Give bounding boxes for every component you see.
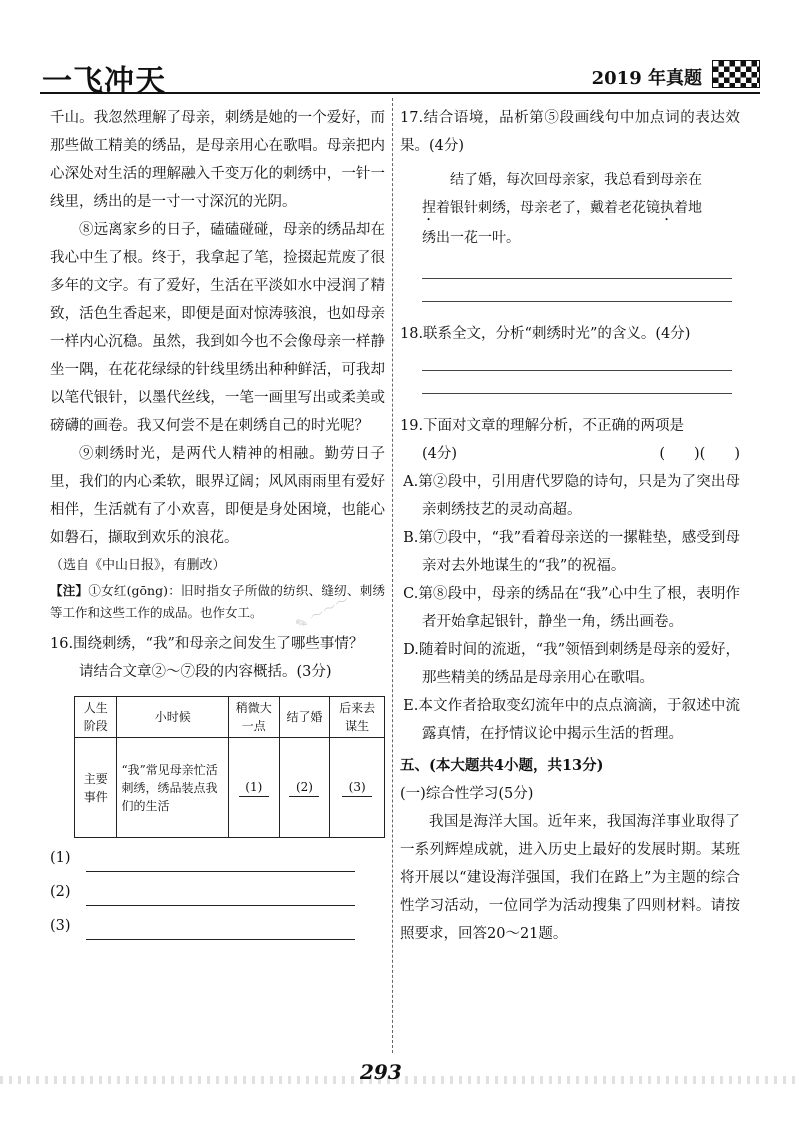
answer-label: (3) (50, 918, 71, 934)
table-cell-blank[interactable] (228, 738, 279, 838)
table-cell-blank[interactable] (330, 738, 385, 838)
option-b: B.第⑦段中，“我”看着母亲送的一摞鞋垫，感受到母亲对去外地谋生的“我”的祝福。 (403, 530, 740, 574)
blank-2: (2) (289, 778, 319, 797)
table-header-cell: 人生阶段 (75, 697, 117, 738)
table-header-cell: 小时候 (117, 697, 228, 738)
header-rule (40, 92, 760, 94)
answer-label: (2) (50, 884, 71, 900)
header-logo: 一飞冲天 (42, 64, 166, 99)
table-row (75, 738, 385, 838)
question-17-quote (422, 166, 740, 252)
left-column (50, 104, 385, 940)
table-row-label: 主要事件 (75, 738, 117, 838)
footnote-label: 【注】 (50, 583, 89, 598)
option-e: E.本文作者拾取变幻流年中的点点滴滴，于叙述中流露真情，在抒情议论中揭示生活的哲理。 (403, 698, 740, 742)
option-d: D.随着时间的流逝，“我”领悟到刺绣是母亲的爱好，那些精美的绣品是母亲用心在歌唱。 (403, 642, 740, 686)
section-5-title: 五、(本大题共4小题，共13分) (400, 757, 604, 774)
header-year-title: 2019 年真题 (591, 68, 702, 89)
option-a: A.第②段中，引用唐代罗隐的诗句，只是为了突出母亲刺绣技艺的灵动高超。 (403, 474, 740, 518)
table-header-cell: 稍微大一点 (228, 697, 279, 738)
answer-line-2[interactable] (50, 878, 385, 906)
answer-line[interactable] (422, 278, 732, 279)
quote-text: 着地 (674, 200, 702, 216)
blank-1: (1) (239, 778, 269, 797)
answer-underline (86, 919, 355, 940)
answer-line[interactable] (422, 301, 732, 302)
quote-text: 着银针刺绣，母亲老了，戴着老花镜 (436, 200, 660, 216)
checker-decoration-icon (712, 60, 760, 88)
quote-line (422, 194, 740, 224)
right-column (400, 104, 740, 948)
table-cell-blank[interactable] (279, 738, 330, 838)
table-header-row (75, 697, 385, 738)
answer-line[interactable] (422, 393, 732, 394)
answer-label: (1) (50, 850, 71, 866)
quote-line: 结了婚，每次回母亲家，我总看到母亲在 (450, 172, 702, 188)
emphasized-word: 捏 (422, 200, 436, 216)
table-header-cell: 后来去谋生 (330, 697, 385, 738)
paragraph-continued: 千山。我忽然理解了母亲，刺绣是她的一个爱好，而那些做工精美的绣品，是母亲用心在歌唱。母亲把内心深处对生活的理解融入千变万化的刺绣中，一针一线里，绣出的是一寸一寸深沉的光阴。 (50, 110, 385, 210)
blank-3: (3) (342, 778, 372, 797)
answer-brackets[interactable]: ( )( ) (659, 446, 740, 462)
question-16-stem: 16.围绕刺绣，“我”和母亲之间发生了哪些事情？ (50, 636, 364, 652)
question-19: 19.下面对文章的理解分析，不正确的两项是 (400, 418, 685, 434)
answer-underline (86, 851, 355, 872)
question-18: 18.联系全文，分析“刺绣时光”的含义。(4分) (400, 326, 691, 342)
answer-line-1[interactable] (50, 844, 385, 872)
quote-line: 绣出一花一叶。 (422, 230, 520, 246)
option-c: C.第⑧段中，母亲的绣品在“我”心中生了根，表明作者开始拿起银针，静坐一角，绣出画卷。 (403, 586, 740, 630)
question-17: 17.结合语境，品析第⑤段画线句中加点词的表达效果。(4分) (400, 110, 740, 154)
table-cell: “我”常见母亲忙活刺绣，绣品装点我们的生活 (117, 738, 228, 838)
paragraph-9: ⑨刺绣时光，是两代人精神的相融。勤劳日子里，我们的内心柔软，眼界辽阔；风风雨雨里有爱好相伴，生活就有了小欢喜，即便是身处困境，也能心如磐石，撷取到欢乐的浪花。 (50, 446, 385, 546)
table-header-cell: 结了婚 (279, 697, 330, 738)
question-19-points: (4分) (422, 446, 458, 462)
page-number: 293 (360, 1060, 402, 1084)
answer-line-3[interactable] (50, 912, 385, 940)
answer-line[interactable] (422, 370, 732, 371)
source-citation: （选自《中山日报》，有删改） (50, 558, 226, 573)
question-16-sub: 请结合文章②～⑦段的内容概括。(3分) (79, 664, 332, 680)
question-19-points-row (400, 440, 740, 468)
footnote-text: ①女红(gōng)：旧时指女子所做的纺织、缝纫、刺绣等工作和这些工作的成品。也作女工。 (50, 583, 385, 620)
emphasized-word: 执 (660, 200, 674, 216)
events-table (74, 696, 385, 838)
subsection-1-title: (一)综合性学习(5分) (400, 786, 534, 802)
section-5-paragraph: 我国是海洋大国。近年来，我国海洋事业取得了一系列辉煌成就，进入历史上最好的发展时期。某班将开展以“建设海洋强国，我们在路上”为主题的综合性学习活动，一位同学为活动搜集了四则材料。请按照要求，回答20～21题。 (400, 814, 740, 942)
watermark: ✎ ～～～ (293, 592, 353, 634)
answer-underline (86, 885, 355, 906)
paragraph-8: ⑧远离家乡的日子，磕磕碰碰，母亲的绣品却在我心中生了根。终于，我拿起了笔，捡掇起荒废了很多年的文字。有了爱好，生活在平淡如水中浸润了精致，活色生香起来，即便是面对惊涛骇浪，也如母亲一样内心沉稳。虽然，我到如今也不会像母亲一样静坐一隅，在花花绿绿的针线里绣出种种鲜活，可我却以笔代银针，以墨代丝线，一笔一画里写出或柔美或磅礴的画卷。我又何尝不是在刺绣自己的时光呢？ (50, 222, 385, 434)
